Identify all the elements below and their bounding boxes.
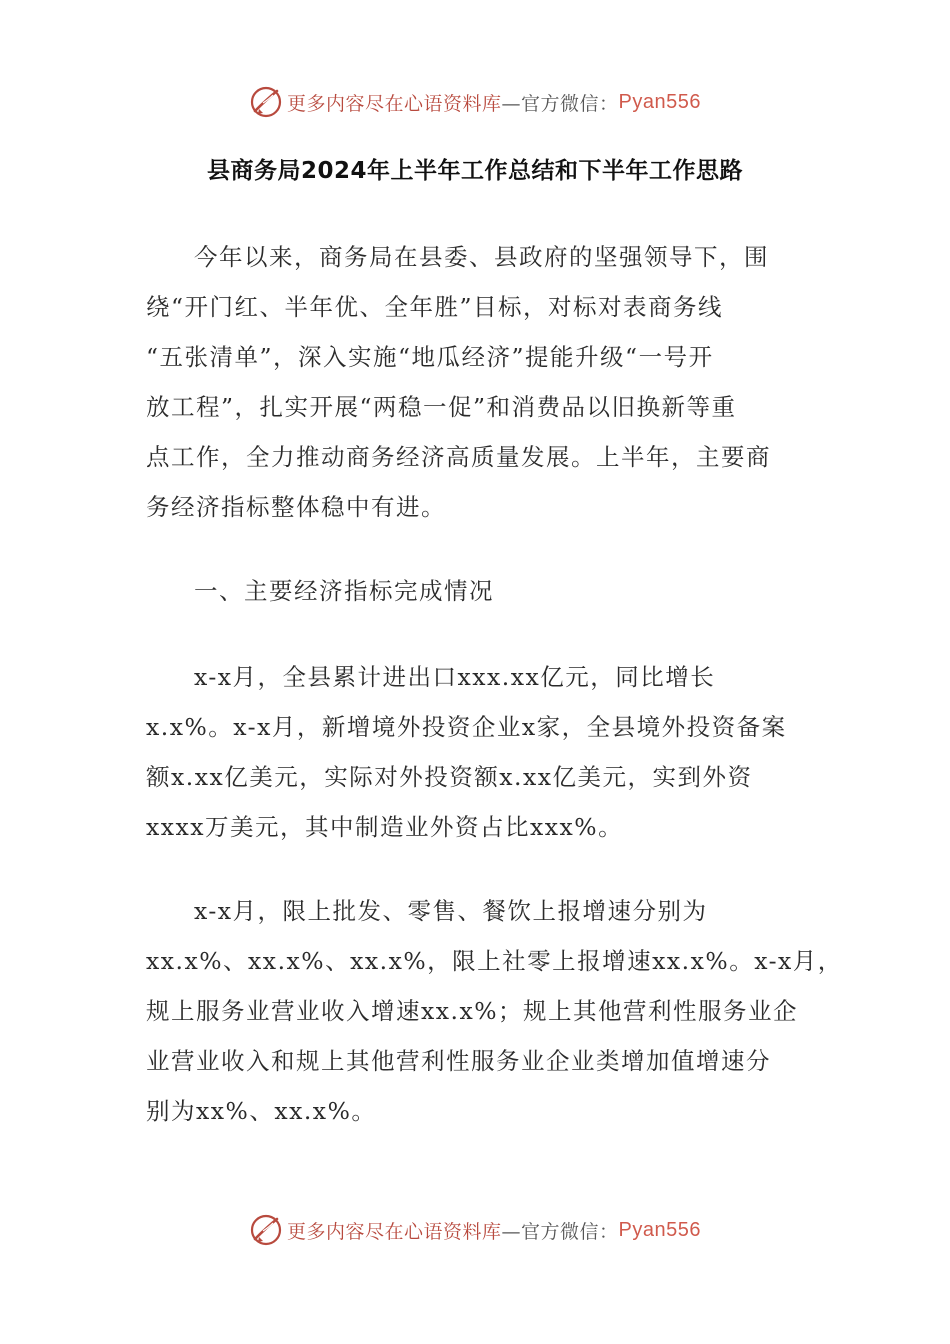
trade-paragraph bbox=[146, 652, 806, 852]
footer-banner bbox=[0, 1212, 950, 1248]
paragraph-line: 额x.xx亿美元，实际对外投资额x.xx亿美元，实到外资 bbox=[146, 763, 753, 791]
banner-slogan: 更多内容尽在心语资料库 bbox=[287, 1220, 502, 1243]
paragraph-line: x-x月，限上批发、零售、餐饮上报增速分别为 bbox=[194, 897, 708, 925]
paragraph-line: 务经济指标整体稳中有进。 bbox=[146, 493, 446, 521]
paragraph-line: xx.x%、xx.x%、xx.x%，限上社零上报增速xx.x%。x-x月， bbox=[146, 947, 843, 975]
section-heading bbox=[146, 566, 806, 616]
paragraph-line: 今年以来，商务局在县委、县政府的坚强领导下，围 bbox=[194, 243, 769, 271]
paragraph-line: x.x%。x-x月，新增境外投资企业x家，全县境外投资备案 bbox=[146, 713, 787, 741]
paragraph-line: 放工程”，扎实开展“两稳一促”和消费品以旧换新等重 bbox=[146, 393, 737, 421]
banner-slogan: 更多内容尽在心语资料库 bbox=[287, 92, 502, 115]
banner-wechat-id: Pyan556 bbox=[618, 90, 701, 113]
paragraph-line: 规上服务业营业收入增速xx.x%；规上其他营利性服务业企 bbox=[146, 997, 799, 1025]
paragraph-line: xxxx万美元，其中制造业外资占比xxx%。 bbox=[146, 813, 624, 841]
paragraph-line: 业营业收入和规上其他营利性服务业企业类增加值增速分 bbox=[146, 1047, 771, 1075]
paragraph-line: 点工作，全力推动商务经济高质量发展。上半年，主要商 bbox=[146, 443, 771, 471]
banner-wechat-id: Pyan556 bbox=[618, 1218, 701, 1241]
paragraph-line: 绕“开门红、半年优、全年胜”目标，对标对表商务线 bbox=[146, 293, 724, 321]
intro-paragraph bbox=[146, 232, 806, 532]
paragraph-line: 别为xx%、xx.x%。 bbox=[146, 1097, 377, 1125]
document-title: 县商务局2024年上半年工作总结和下半年工作思路 bbox=[206, 158, 743, 184]
section-heading-text: 一、主要经济指标完成情况 bbox=[194, 577, 494, 605]
pen-logo-icon bbox=[249, 1213, 283, 1247]
banner-wechat-label: —官方微信： bbox=[501, 1220, 619, 1243]
paragraph-line: “五张清单”，深入实施“地瓜经济”提能升级“一号开 bbox=[146, 343, 714, 371]
pen-logo-icon bbox=[249, 85, 283, 119]
header-banner bbox=[0, 84, 950, 120]
paragraph-line: x-x月，全县累计进出口xxx.xx亿元，同比增长 bbox=[194, 663, 716, 691]
banner-wechat-label: —官方微信： bbox=[501, 92, 619, 115]
consumption-paragraph bbox=[146, 886, 843, 1136]
